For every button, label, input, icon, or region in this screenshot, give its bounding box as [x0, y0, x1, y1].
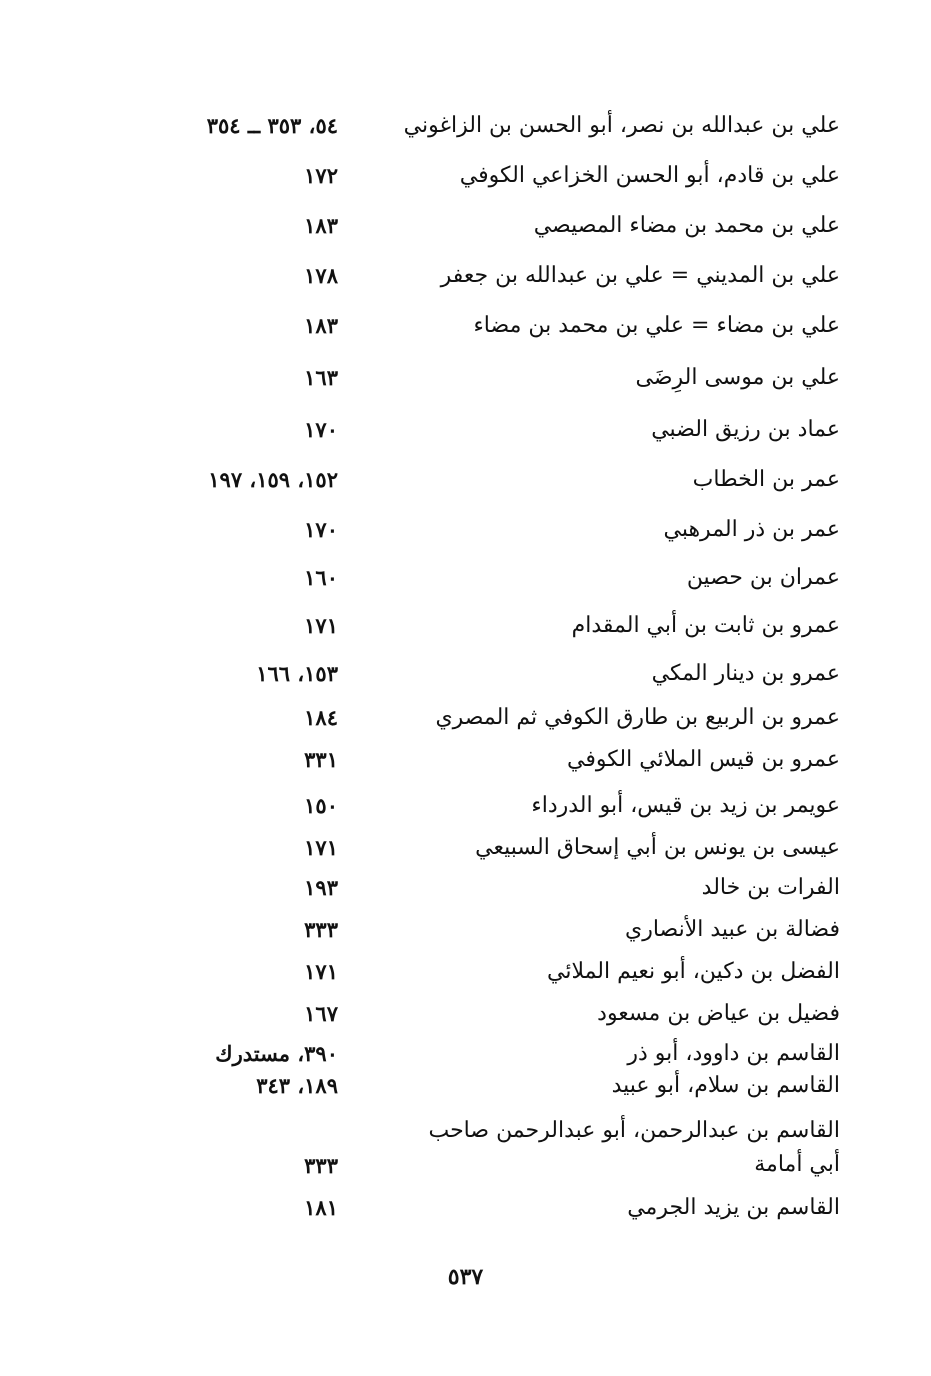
entry-name: علي بن موسى الرِضَى — [635, 365, 840, 390]
entry-name: علي بن قادم، أبو الحسن الخزاعي الكوفي — [459, 163, 840, 188]
entry-pages: ١٨١ — [304, 1195, 338, 1220]
entry-pages: ١٦٠ — [304, 565, 338, 590]
entry-name: فضيل بن عياض بن مسعود — [597, 1001, 840, 1026]
entry-name: عويمر بن زيد بن قيس، أبو الدرداء — [531, 793, 840, 818]
entry-pages: ١٩٣ — [304, 875, 338, 900]
entry-pages: ١٥٠ — [304, 793, 338, 818]
entry-name: عمرو بن الربيع بن طارق الكوفي ثم المصري — [435, 705, 840, 730]
entry-pages: ١٦٧ — [304, 1001, 338, 1026]
entry-pages: ١٦٣ — [304, 365, 338, 390]
entry-name: القاسم بن داوود، أبو ذر — [627, 1041, 840, 1066]
page-number: ٥٣٧ — [447, 1264, 484, 1290]
entry-pages: ٥٤، ٣٥٣ ــ ٣٥٤ — [206, 113, 338, 138]
entry-name: عمر بن الخطاب — [692, 467, 840, 492]
entry-pages: ١٧٠ — [304, 517, 338, 542]
entry-name: القاسم بن سلام، أبو عبيد — [611, 1073, 840, 1098]
entry-pages: ١٨٣ — [304, 213, 338, 238]
entry-name: فضالة بن عبيد الأنصاري — [624, 917, 840, 942]
entry-pages: ٣٩٠، مستدرك — [215, 1041, 338, 1066]
entry-name: الفرات بن خالد — [701, 875, 840, 900]
entry-name: علي بن المديني = علي بن عبدالله بن جعفر — [440, 263, 840, 288]
entry-pages: ١٨٣ — [304, 313, 338, 338]
entry-name: عمرو بن ثابت بن أبي المقدام — [571, 613, 840, 638]
entry-name: عمرو بن دينار المكي — [651, 661, 840, 686]
entry-name: عمر بن ذر المرهبي — [663, 517, 840, 542]
entry-pages: ٣٣٣ — [304, 917, 338, 942]
entry-pages: ١٧١ — [304, 959, 338, 984]
entry-name: عيسى بن يونس بن أبي إسحاق السبيعي — [475, 835, 840, 860]
entry-pages: ٣٣٣ — [304, 1153, 338, 1178]
entry-name: علي بن محمد بن مضاء المصيصي — [533, 213, 840, 238]
entry-pages: ٣٣١ — [304, 747, 338, 772]
entry-name: الفضل بن دكين، أبو نعيم الملائي — [546, 959, 840, 984]
entry-name: القاسم بن يزيد الجرمي — [627, 1195, 840, 1220]
entry-pages: ١٥٢، ١٥٩، ١٩٧ — [208, 467, 338, 492]
entry-name: عمرو بن قيس الملائي الكوفي — [567, 747, 840, 772]
entry-pages: ١٧٢ — [304, 163, 338, 188]
entry-pages: ١٥٣، ١٦٦ — [256, 661, 338, 686]
entry-pages: ١٧٨ — [304, 263, 338, 288]
entry-name: عماد بن رزيق الضبي — [651, 417, 840, 442]
entry-name: عمران بن حصين — [686, 565, 840, 590]
entry-pages: ١٧٠ — [304, 417, 338, 442]
entry-name: علي بن عبدالله بن نصر، أبو الحسن بن الزاغوني — [403, 113, 840, 138]
entry-name: علي بن مضاء = علي بن محمد بن مضاء — [473, 313, 840, 338]
entry-pages: ١٧١ — [304, 613, 338, 638]
entry-pages: ١٨٩، ٣٤٣ — [256, 1073, 338, 1098]
entry-pages: ١٧١ — [304, 835, 338, 860]
entry-name: القاسم بن عبدالرحمن، أبو عبدالرحمن صاحب أبي أمامة — [428, 1118, 840, 1177]
entry-pages: ١٨٤ — [304, 705, 338, 730]
